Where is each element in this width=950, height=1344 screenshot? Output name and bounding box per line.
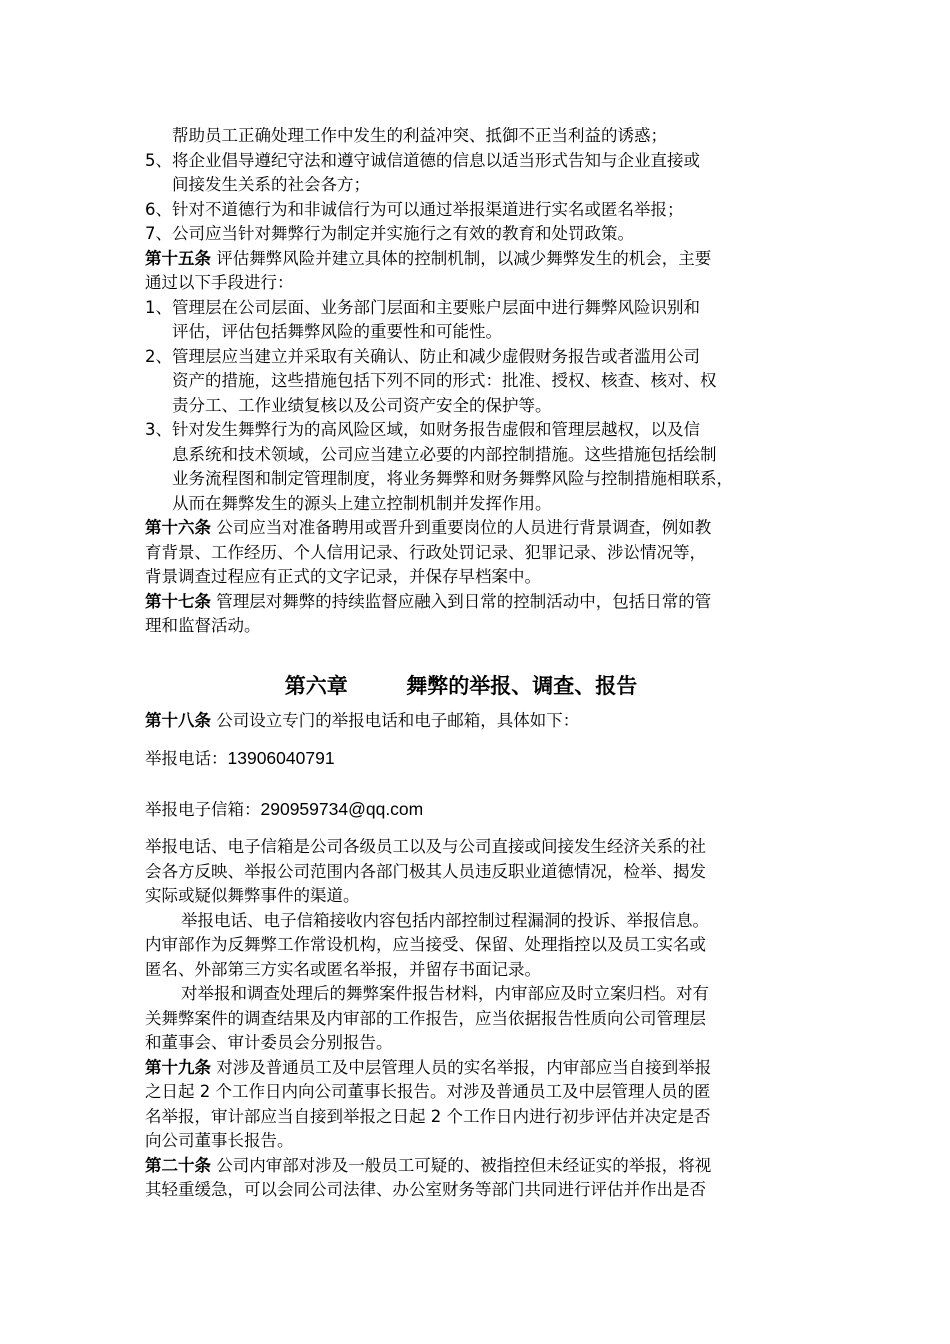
article-text: 育背景、工作经历、个人信用记录、行政处罚记录、犯罪记录、涉讼情况等，: [145, 542, 706, 562]
article-19: [145, 1056, 817, 1154]
list-text: 从而在舞弊发生的源头上建立控制机制并发挥作用。: [172, 493, 552, 513]
list-text: 业务流程图和制定管理制度，将业务舞弊和财务舞弊风险与控制措施相联系，: [172, 469, 733, 488]
article-text: 名举报，审计部应当自接到举报之日起 2 个工作日内进行初步评估并决定是否: [145, 1106, 711, 1126]
article-label: 第十八条: [145, 710, 211, 730]
paragraph-filing: [145, 982, 817, 1056]
list-text: 资产的措施，这些措施包括下列不同的形式：批准、授权、核查、核对、权: [172, 371, 717, 390]
paragraph-line: 关舞弊案件的调查结果及内审部的工作报告，应当依据报告性质向公司管理层: [145, 1008, 706, 1028]
list-item-7: [145, 222, 817, 247]
article-text: 管理层对舞弊的持续监督应融入到日常的控制活动中，包括日常的管: [216, 591, 712, 611]
list-number: 1、: [145, 297, 172, 317]
list-number: 6、: [145, 199, 172, 219]
list-item-5: [145, 149, 817, 198]
list-text: 针对发生舞弊行为的高风险区域，如财务报告虚假和管理层越权，以及信: [172, 420, 700, 439]
list-number: 7、: [145, 224, 172, 243]
list-text: 责分工、工作业绩复核以及公司资产安全的保护等。: [172, 395, 552, 415]
list-text: 评估，评估包括舞弊风险的重要性和可能性。: [172, 322, 502, 341]
phone-label: 举报电话：: [145, 749, 228, 768]
article-text: 向公司董事长报告。: [145, 1131, 294, 1150]
article-text: 理和监督活动。: [145, 616, 261, 635]
paragraph-line: 举报电话、电子信箱是公司各级员工以及与公司直接或间接发生经济关系的社: [145, 837, 706, 856]
list-item-3: [145, 418, 817, 516]
email-address: 290959734@qq.com: [260, 799, 424, 819]
article-17: [145, 590, 817, 639]
list-text: 将企业倡导遵纪守法和遵守诚信道德的信息以适当形式告知与企业直接或: [172, 150, 700, 170]
paragraph-line: 会各方反映、举报公司范围内各部门极其人员违反职业道德情况，检举、揭发: [145, 861, 706, 881]
article-text: 之日起 2 个工作日内向公司董事长报告。对涉及普通员工及中层管理人员的匿: [145, 1082, 711, 1101]
paragraph-line: 举报电话、电子信箱接收内容包括内部控制过程漏洞的投诉、举报信息。: [181, 910, 709, 930]
list-number: 3、: [145, 420, 172, 439]
article-text: 公司内审部对涉及一般员工可疑的、被指控但未经证实的举报，将视: [216, 1155, 712, 1175]
article-text: 评估舞弊风险并建立具体的控制机制，以减少舞弊发生的机会，主要: [216, 248, 712, 268]
paragraph-line: 对举报和调查处理后的舞弊案件报告材料，内审部应及时立案归档。对有: [181, 984, 709, 1003]
chapter-number: 第六章: [284, 673, 348, 698]
article-label: 第二十条: [145, 1155, 211, 1175]
chapter-title: 舞弊的举报、调查、报告: [406, 673, 638, 698]
list-number: 5、: [145, 150, 172, 170]
article-text: 公司应当对准备聘用或晋升到重要岗位的人员进行背景调查，例如教: [216, 518, 712, 537]
article-label: 第十六条: [145, 518, 211, 537]
article-label: 第十五条: [145, 248, 211, 268]
paragraph-line: 匿名、外部第三方实名或匿名举报，并留存书面记录。: [145, 959, 541, 979]
paragraph-channels: [145, 835, 817, 909]
article-label: 第十九条: [145, 1057, 211, 1077]
paragraph-content: [145, 909, 817, 983]
article-16: [145, 516, 817, 590]
document-body: [145, 124, 817, 1203]
paragraph-line: 和董事会、审计委员会分别报告。: [145, 1033, 393, 1052]
article-label: 第十七条: [145, 591, 211, 611]
list-text: 间接发生关系的社会各方；: [172, 175, 370, 194]
list-item-6: [145, 198, 817, 223]
phone-number: 13906040791: [227, 748, 335, 768]
list-text: 管理层在公司层面、业务部门层面和主要账户层面中进行舞弊风险识别和: [172, 297, 700, 317]
article-18: [145, 709, 817, 734]
report-phone: [145, 745, 817, 772]
email-label: 举报电子信箱：: [145, 800, 261, 819]
article-text: 公司设立专门的举报电话和电子邮箱，具体如下：: [216, 710, 580, 730]
chapter-heading: [145, 669, 817, 703]
list-number: 2、: [145, 346, 172, 366]
article-15: [145, 247, 817, 296]
paragraph-line: 实际或疑似舞弊事件的渠道。: [145, 886, 360, 905]
list-text: 息系统和技术领域，公司应当建立必要的内部控制措施。这些措施包括绘制: [172, 444, 717, 464]
list-text: 管理层应当建立并采取有关确认、防止和减少虚假财务报告或者滥用公司: [172, 346, 700, 366]
list-text: 针对不道德行为和非诚信行为可以通过举报渠道进行实名或匿名举报；: [172, 199, 684, 219]
paragraph-line: 内审部作为反舞弊工作常设机构，应当接受、保留、处理指控以及员工实名或: [145, 935, 706, 954]
article-text: 其轻重缓急，可以会同公司法律、办公室财务等部门共同进行评估并作出是否: [145, 1180, 706, 1199]
list-item-1: [145, 296, 817, 345]
list-text: 公司应当针对舞弊行为制定并实施行之有效的教育和处罚政策。: [172, 224, 634, 243]
continued-line: 帮助员工正确处理工作中发生的利益冲突、抵御不正当利益的诱惑；: [172, 126, 667, 145]
report-email: [145, 796, 817, 823]
article-text: 通过以下手段进行：: [145, 273, 294, 292]
list-item-2: [145, 345, 817, 419]
article-20: [145, 1154, 817, 1203]
article-text: 背景调查过程应有正式的文字记录，并保存早档案中。: [145, 567, 541, 586]
article-text: 对涉及普通员工及中层管理人员的实名举报，内审部应当自接到举报: [216, 1057, 712, 1077]
